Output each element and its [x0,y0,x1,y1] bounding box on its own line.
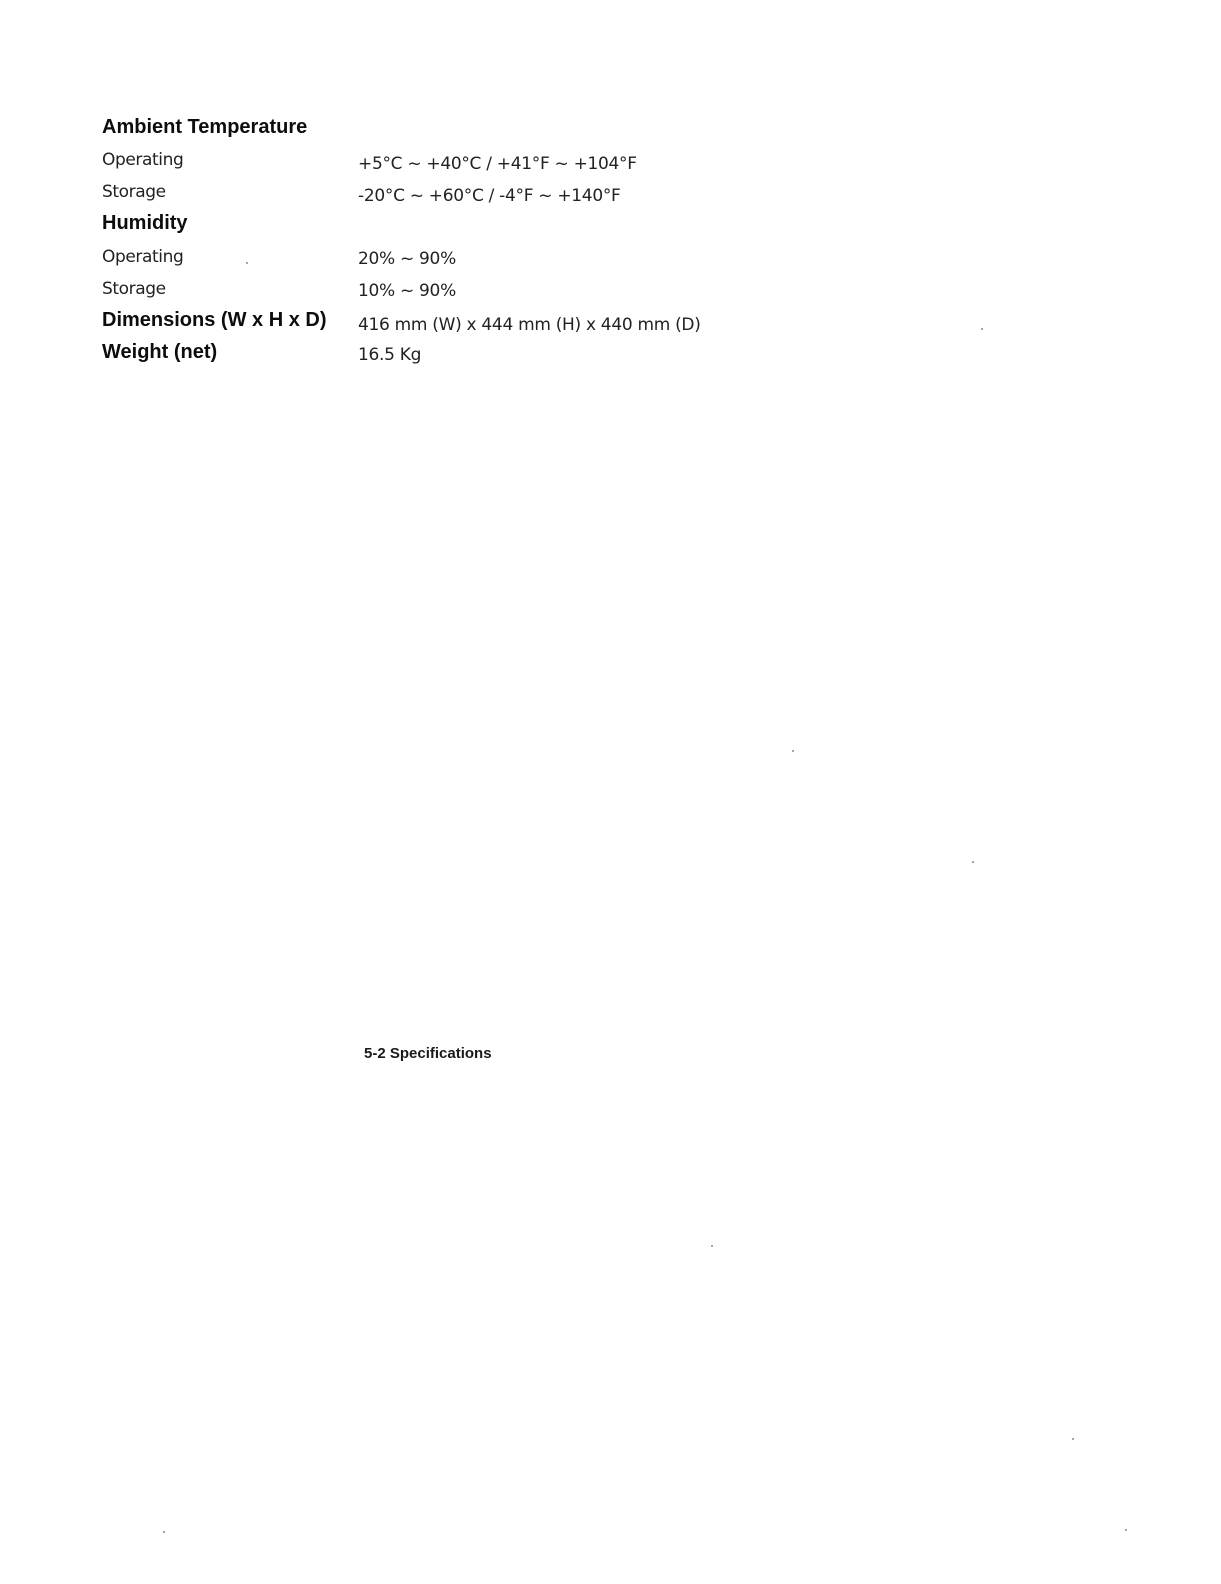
ambient-temperature-heading: Ambient Temperature [102,116,308,138]
ambient-operating-label: Operating [102,150,184,170]
ambient-temperature-row [0,116,1221,150]
weight-value: 16.5 Kg [358,345,422,365]
ambient-storage-row [0,182,1221,216]
scan-speck [792,750,794,752]
ambient-storage-value: -20°C ~ +60°C / -4°F ~ +140°F [358,186,621,206]
dimensions-row [0,309,1221,343]
humidity-storage-value: 10% ~ 90% [358,281,456,301]
scan-speck [972,861,974,863]
humidity-storage-row [0,279,1221,313]
humidity-row [0,212,1221,246]
humidity-operating-value: 20% ~ 90% [358,249,456,269]
scan-speck [1072,1438,1074,1440]
scan-speck [981,328,983,330]
humidity-heading: Humidity [102,212,188,234]
dimensions-value: 416 mm (W) x 444 mm (H) x 440 mm (D) [358,315,701,335]
dimensions-label: Dimensions (W x H x D) [102,309,327,331]
scan-speck [1125,1529,1127,1531]
ambient-operating-value: +5°C ~ +40°C / +41°F ~ +104°F [358,154,637,174]
weight-label: Weight (net) [102,341,218,363]
scan-speck [246,262,248,264]
ambient-operating-row [0,150,1221,184]
humidity-storage-label: Storage [102,279,166,299]
scan-speck [711,1245,713,1247]
scan-speck [163,1531,165,1533]
ambient-storage-label: Storage [102,182,166,202]
humidity-operating-label: Operating [102,247,184,267]
humidity-operating-row [0,247,1221,281]
weight-row [0,341,1221,375]
page-footer: 5-2 Specifications [364,1045,492,1062]
